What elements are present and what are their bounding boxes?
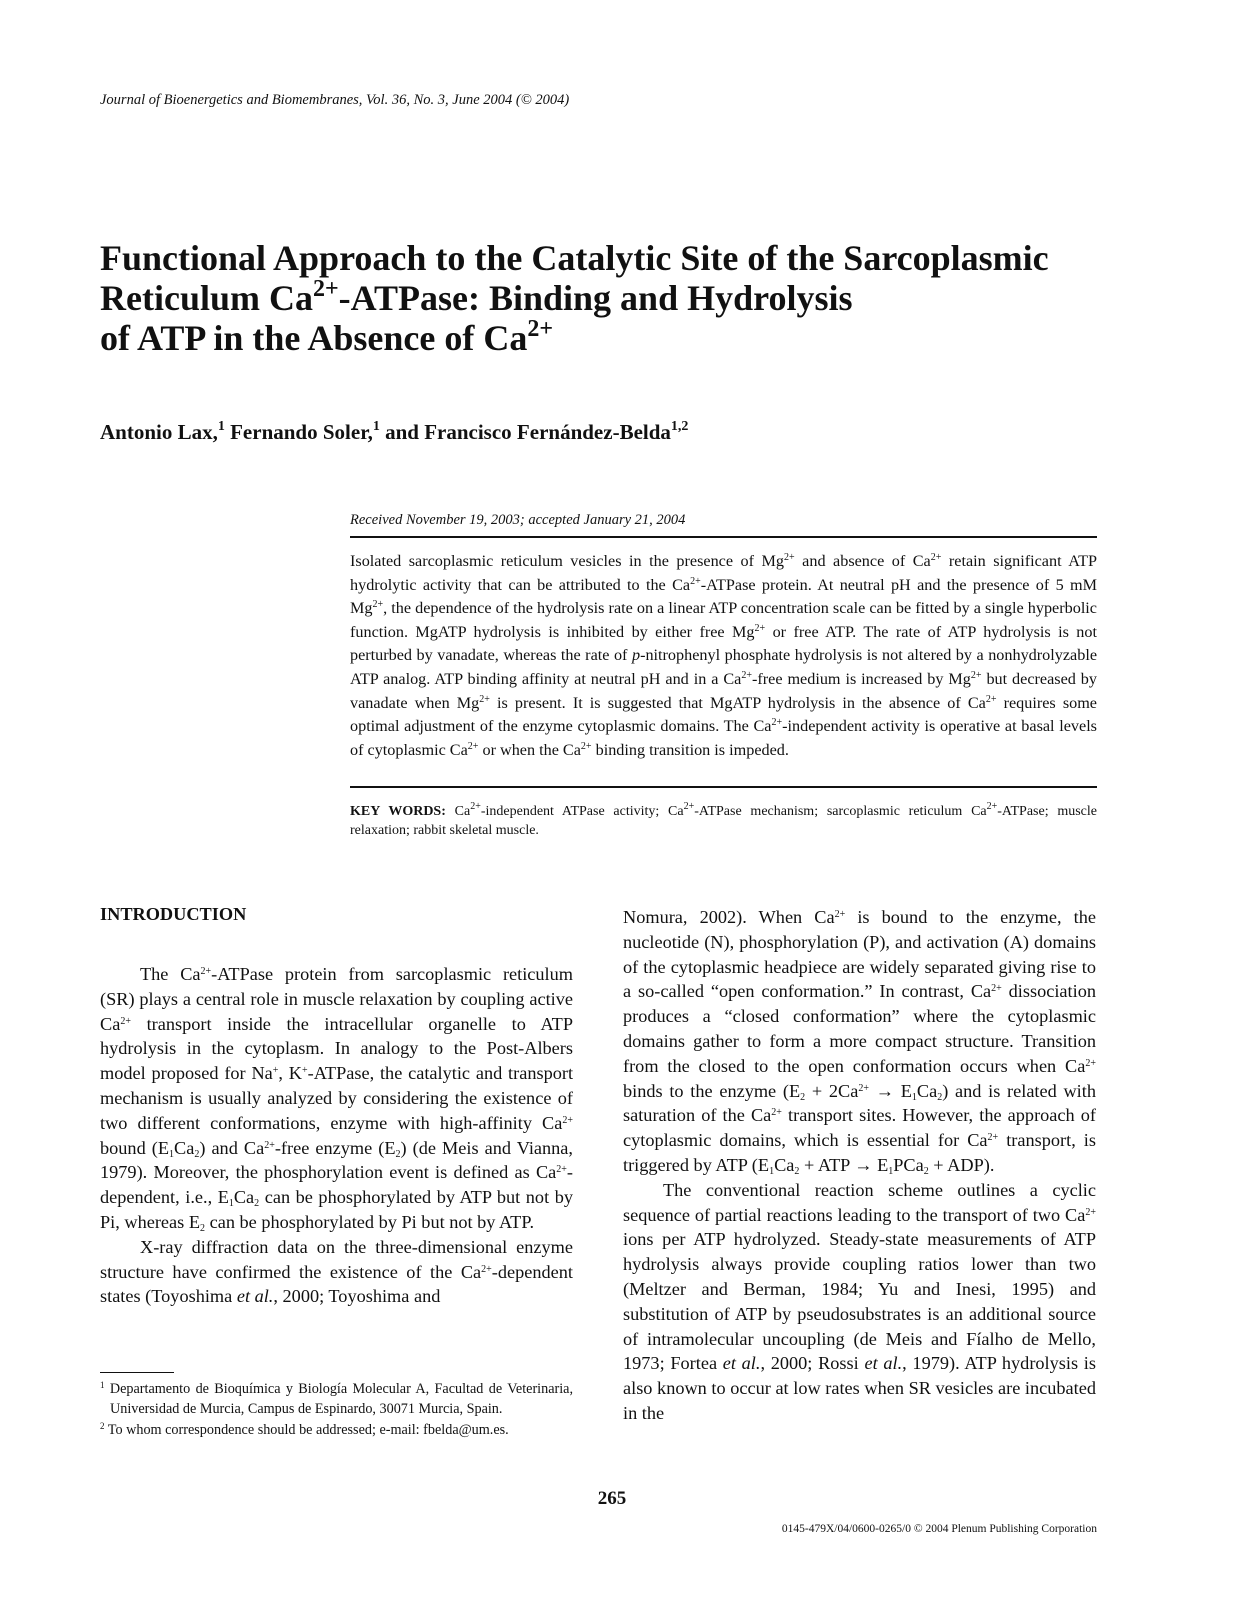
author-name: Fernando Soler, bbox=[224, 420, 373, 444]
keywords-label: KEY WORDS: bbox=[350, 804, 446, 819]
author-name: Antonio Lax, bbox=[100, 420, 218, 444]
abstract-top-rule bbox=[350, 536, 1097, 538]
copyright-line: 0145-479X/04/0600-0265/0 © 2004 Plenum Publishing Corporation bbox=[781, 1523, 1097, 1535]
author-list bbox=[100, 420, 688, 445]
body-column-right bbox=[623, 905, 1096, 1426]
footnote-rule bbox=[100, 1372, 174, 1373]
section-heading: INTRODUCTION bbox=[100, 904, 247, 924]
author-name: and Francisco Fernández-Belda bbox=[379, 420, 671, 444]
paragraph: The conventional reaction scheme outlines a cyclic sequence of partial reactions leading to the transport of two $Ca^{2+}$ ions per ATP hydrolyzed. Steady-state measurements of ATP hydrolysis always provide coupling ratios lower than two (Meltzer and Berman, 1984; Yu and Inesi, 1995) and substitution of ATP by pseudosubstrates is an additional source of intramolecular uncoupling (de Meis and Fíalho de Mello, 1973; Fortea et al., 2000; Rossi et al., 1979). ATP hydrolysis is also known to occur at low rates when SR vesicles are incubated in the bbox=[623, 1179, 1096, 1423]
page-number: 265 bbox=[597, 1488, 627, 1509]
journal-citation: Journal of Bioenergetics and Biomembranes, Vol. 36, No. 3, June 2004 (© 2004) bbox=[100, 92, 570, 108]
paragraph: Nomura, 2002). When $Ca^{2+}$ is bound to the enzyme, the nucleotide (N), phosphorylation (P), and activation (A) domains of the cytoplasmic headpiece are widely separated giving rise to a so-called “open conformation.” In contrast, $Ca^{2+}$ dissociation produces a “closed conformation” where the cytoplasmic domains gather to form a more compact structure. Transition from the closed to the open conformation occurs when $Ca^{2+}$ binds to the enzyme $(E_2 + 2Ca^{2+} \to E_1Ca_2)$ and is related with saturation of the $Ca^{2+}$ transport sites. However, the approach of cytoplasmic domains, which is essential for $Ca^{2+}$ transport, is triggered by ATP ($E_1Ca_2$ + ATP → $E_1PCa_2 + ADP$). bbox=[623, 907, 1097, 1177]
footnote-1: $^1$ Departamento de Bioquímica y Biología Molecular A, Facultad de Veterinaria, Universidad de Murcia, Campus de Espinardo, 30071 Murcia, Spain. bbox=[100, 1380, 574, 1417]
paragraph: X-ray diffraction data on the three-dimensional enzyme structure have confirmed the existence of the $Ca^{2+}$-dependent states (Toyoshima et al., 2000; Toyoshima and bbox=[100, 1236, 573, 1307]
affiliation-mark: 1,2 bbox=[670, 419, 689, 434]
keywords: KEY WORDS: $Ca^{2+}$-independent ATPase activity; $Ca^{2+}$-ATPase mechanism; sarcoplasmic reticulum $Ca^{2+}$-ATPase; muscle relaxation; rabbit skeletal muscle. bbox=[350, 801, 1097, 838]
abstract: Isolated sarcoplasmic reticulum vesicles in the presence of $Mg^{2+}$ and absence of $Ca^{2+}$ retain significant ATP hydrolytic activity that can be attributed to the $Ca^{2+}$-ATPase protein. At neutral pH and the presence of 5 mM $Mg^{2+}$, the dependence of the hydrolysis rate on a linear ATP concentration scale can be fitted by a single hyperbolic function. MgATP hydrolysis is inhibited by either free $Mg^{2+}$ or free ATP. The rate of ATP hydrolysis is not perturbed by vanadate, whereas the rate of p-nitrophenyl phosphate hydrolysis is not altered by a nonhydrolyzable ATP analog. ATP binding affinity at neutral pH and in a $Ca^{2+}$-free medium is increased by $Mg^{2+}$ but decreased by vanadate when $Mg^{2+}$ is present. It is suggested that MgATP hydrolysis in the absence of $Ca^{2+}$ requires some optimal adjustment of the enzyme cytoplasmic domains. The $Ca^{2+}$-independent activity is operative at basal levels of cytoplasmic $Ca^{2+}$ or when the $Ca^{2+}$ binding transition is impeded. bbox=[350, 552, 1098, 759]
affiliation-mark: 1 bbox=[372, 419, 380, 434]
body-column-left bbox=[100, 962, 573, 1309]
article-title: Functional Approach to the Catalytic Site of the Sarcoplasmic Reticulum $Ca^{2+}$-ATPase: Binding and Hydrolysis of ATP in the Absence of $Ca^{2+}$ bbox=[100, 238, 1049, 358]
received-dates: Received November 19, 2003; accepted January 21, 2004 bbox=[350, 512, 686, 528]
affiliation-mark: 1 bbox=[217, 419, 225, 434]
footnote-2: $^2$ To whom correspondence should be addressed; e-mail: fbelda@um.es. bbox=[100, 1421, 509, 1438]
abstract-bottom-rule bbox=[350, 786, 1097, 788]
paragraph: The $Ca^{2+}$-ATPase protein from sarcoplasmic reticulum (SR) plays a central role in muscle relaxation by coupling active $Ca^{2+}$ transport inside the intracellular organelle to ATP hydrolysis in the cytoplasm. In analogy to the Post-Albers model proposed for Na+, K+-ATPase, the catalytic and transport mechanism is usually analyzed by considering the existence of two different conformations, enzyme with high-affinity $Ca^{2+}$ bound $(E_1Ca_2)$ and $Ca^{2+}$-free enzyme $(E_2)$ (de Meis and Vianna, 1979). Moreover, the phosphorylation event is defined as $Ca^{2+}$-dependent, i.e., $E_1Ca_2$ can be phosphorylated by ATP but not by Pi, whereas $E_2$ can be phosphorylated by Pi but not by ATP. bbox=[100, 964, 574, 1234]
footnotes bbox=[100, 1380, 573, 1443]
